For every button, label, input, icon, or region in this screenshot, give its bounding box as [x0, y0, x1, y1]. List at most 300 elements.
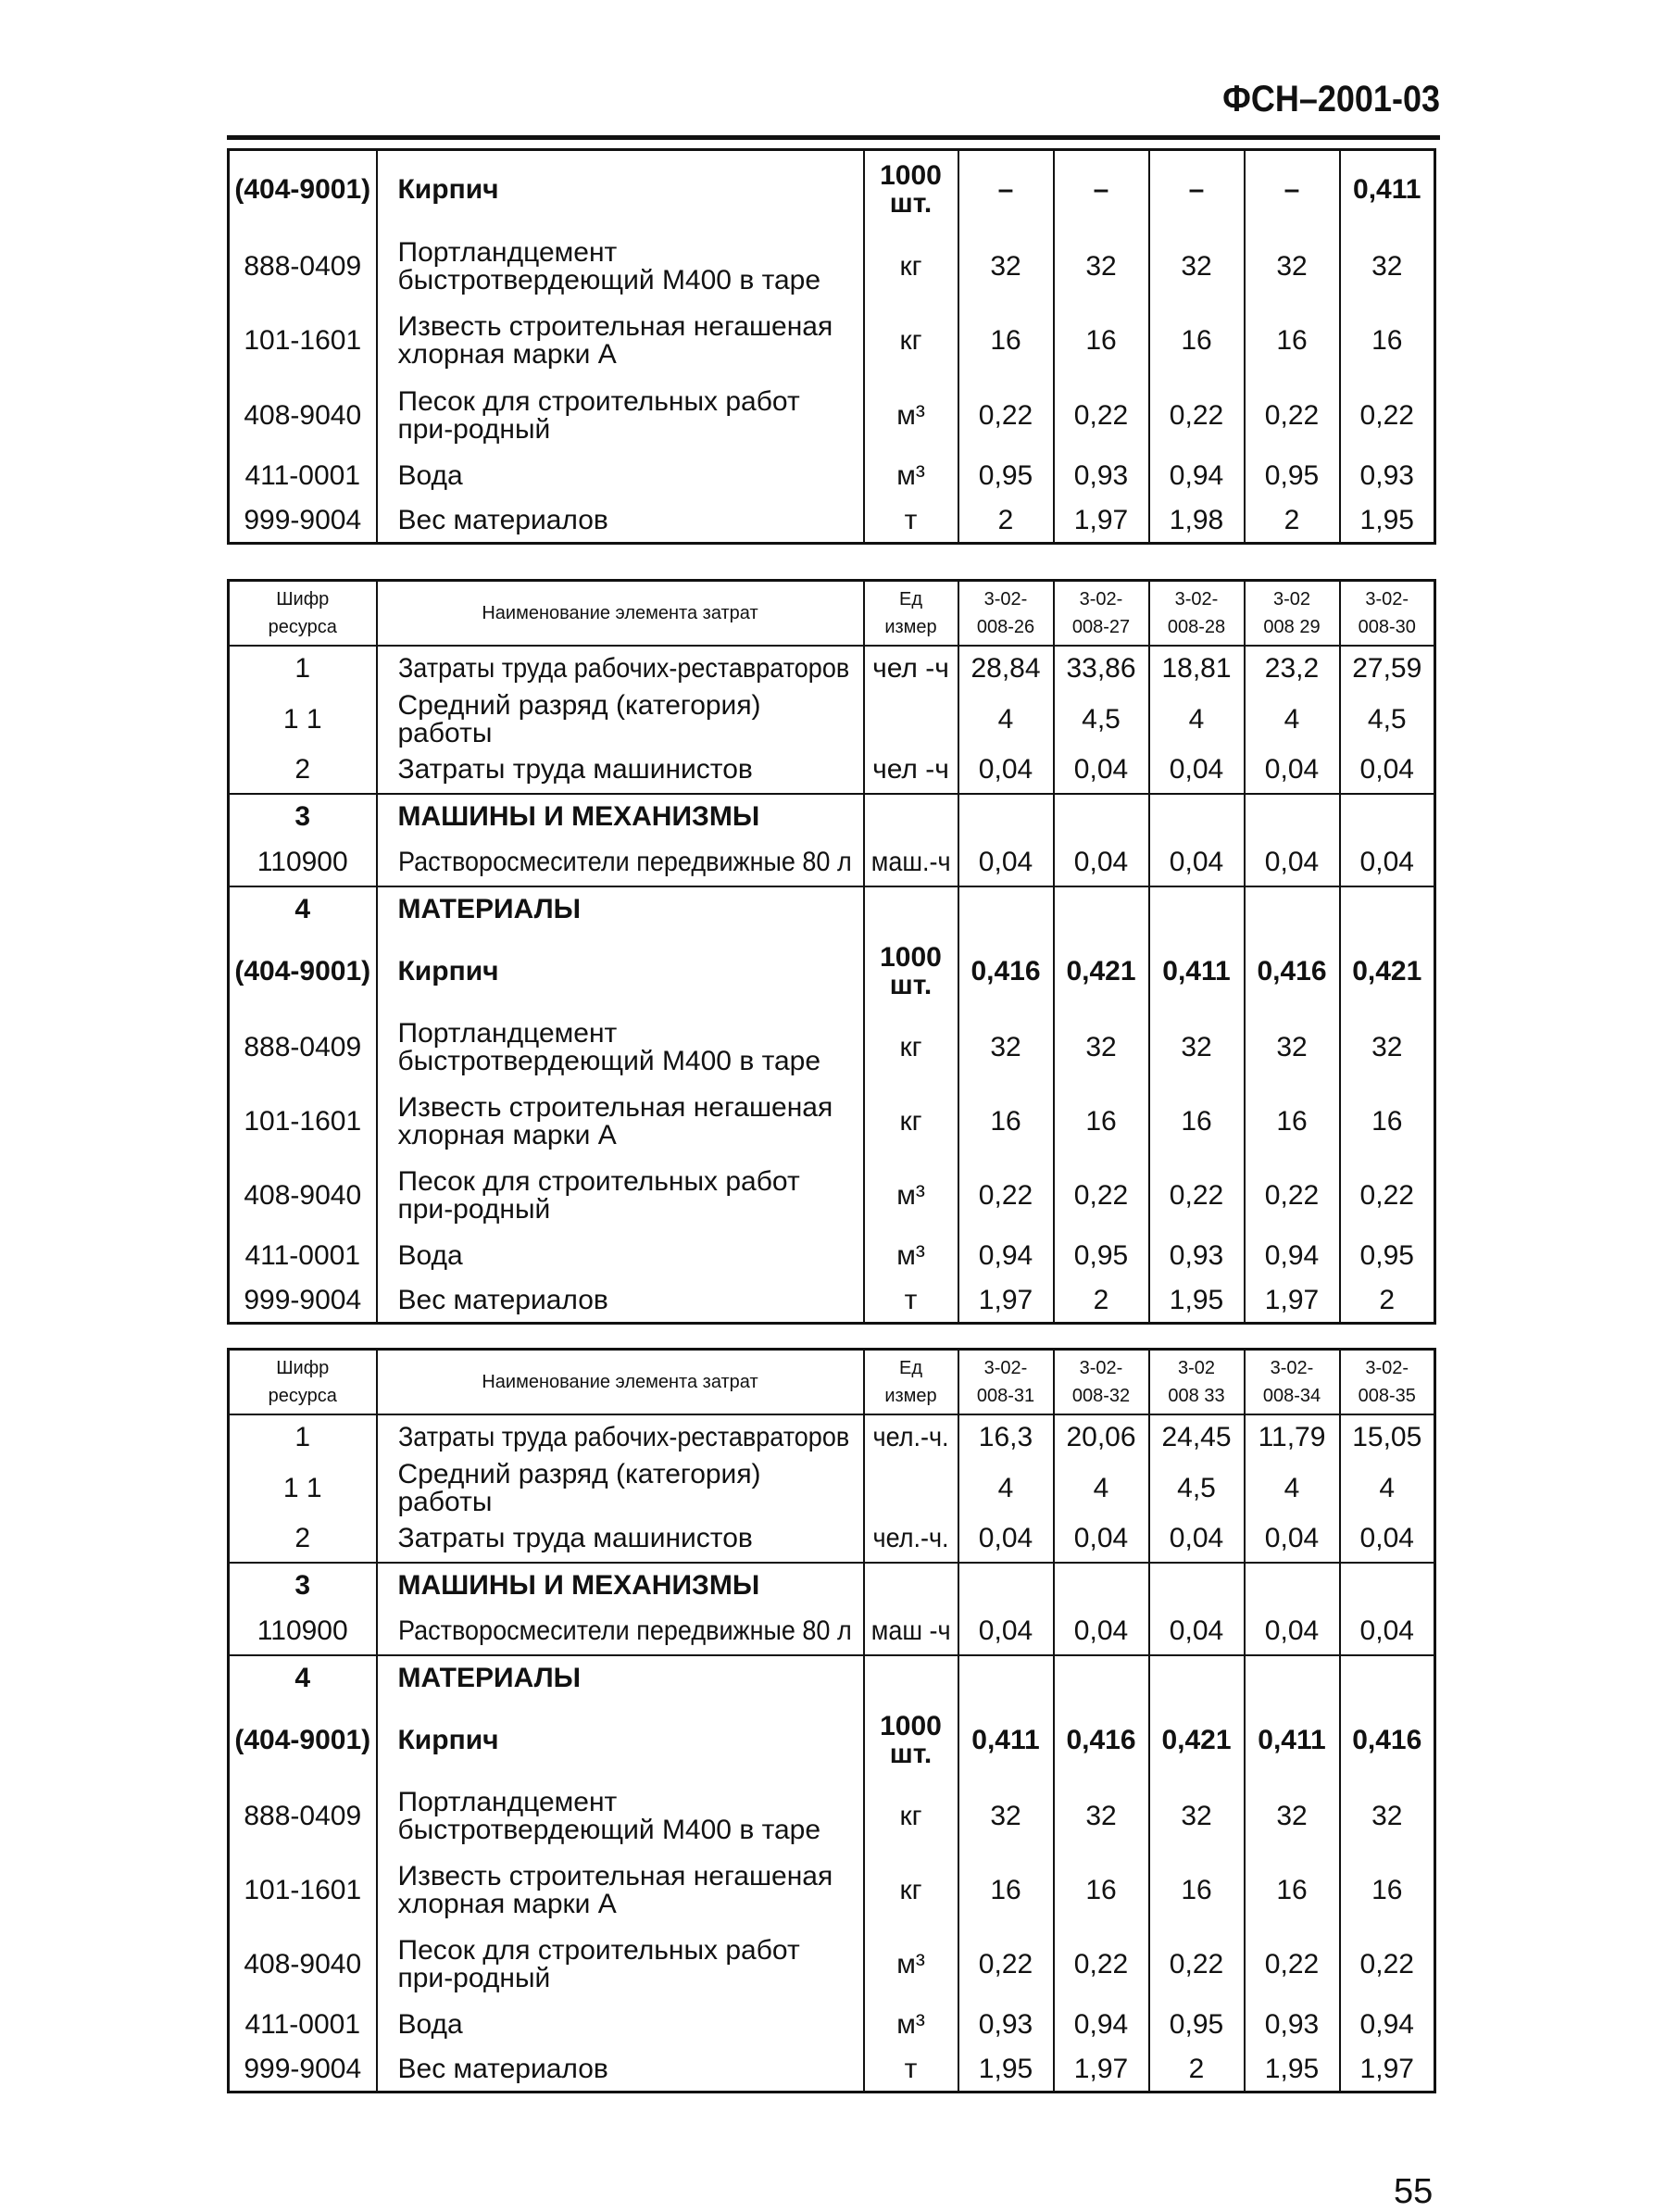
resource-unit: чел -ч — [864, 748, 958, 794]
table-row — [229, 1011, 1435, 1085]
resource-value: 0,421 — [1340, 933, 1435, 1011]
resource-code: 110900 — [229, 840, 377, 886]
resource-value: 0,94 — [1149, 453, 1245, 499]
resource-unit — [864, 840, 958, 886]
column-header-code: Шифр ресурса — [229, 1350, 377, 1414]
resource-value: 1,97 — [1054, 499, 1149, 544]
resource-name: Песок для строительных работ при-родный — [377, 379, 864, 453]
resource-value: 0,22 — [1340, 1159, 1435, 1233]
column-header-unit: Ед измер — [864, 581, 958, 646]
resource-value: 16 — [1149, 1854, 1245, 1928]
resource-value: – — [1054, 150, 1149, 230]
resource-code: 999-9004 — [229, 2048, 377, 2093]
resource-value: 32 — [958, 230, 1054, 304]
resource-value: 16 — [1054, 304, 1149, 379]
resource-unit: 1000 шт. — [864, 1702, 958, 1779]
resource-name: Портландцемент быстротвердеющий М400 в таре — [377, 1779, 864, 1854]
resource-value: 0,22 — [958, 379, 1054, 453]
resource-value: 24,45 — [1149, 1414, 1245, 1461]
resource-value: – — [1149, 150, 1245, 230]
column-header-norm-code: 3-02-008-31 — [958, 1350, 1054, 1414]
resource-code: 999-9004 — [229, 499, 377, 544]
table-row — [229, 1702, 1435, 1779]
resource-value: 0,04 — [1149, 1609, 1245, 1655]
resource-value: 0,04 — [958, 1609, 1054, 1655]
resource-value: 0,04 — [1245, 840, 1340, 886]
resource-unit: т — [864, 1279, 958, 1324]
resource-value: 4 — [1245, 692, 1340, 748]
section-row — [229, 1655, 1435, 1702]
resource-value: 32 — [1054, 1011, 1149, 1085]
resource-unit: кг — [864, 1085, 958, 1159]
resource-unit: м³ — [864, 1928, 958, 2002]
resource-table-1 — [227, 148, 1436, 545]
resource-name: Кирпич — [377, 933, 864, 1011]
resource-code: 1 1 — [229, 1461, 377, 1516]
resource-name — [377, 1609, 864, 1655]
section-row — [229, 794, 1435, 840]
section-code: 3 — [229, 1563, 377, 1609]
resource-value: 0,22 — [1149, 1159, 1245, 1233]
resource-value: 0,93 — [958, 2002, 1054, 2048]
resource-value: 0,22 — [1054, 379, 1149, 453]
section-title: МАТЕРИАЛЫ — [377, 1655, 864, 1702]
resource-value — [1340, 1655, 1435, 1702]
resource-unit-text: маш.-ч — [870, 847, 951, 877]
column-header-norm-code: 3-02 008 33 — [1149, 1350, 1245, 1414]
resource-value: 4 — [1054, 1461, 1149, 1516]
resource-value: 0,416 — [1245, 933, 1340, 1011]
resource-value: 0,04 — [1149, 748, 1245, 794]
table-row — [229, 692, 1435, 748]
resource-value — [1340, 794, 1435, 840]
resource-value: 0,22 — [1245, 1159, 1340, 1233]
resource-value: 0,93 — [1340, 453, 1435, 499]
resource-name: Затраты труда машинистов — [377, 748, 864, 794]
resource-name: Вода — [377, 2002, 864, 2048]
resource-value: 0,04 — [1340, 1516, 1435, 1563]
table-row — [229, 1928, 1435, 2002]
table-header-row — [229, 1350, 1435, 1414]
resource-code: 1 1 — [229, 692, 377, 748]
section-row — [229, 1563, 1435, 1609]
resource-value: 0,04 — [1149, 1516, 1245, 1563]
resource-unit: кг — [864, 304, 958, 379]
section-title: МАТЕРИАЛЫ — [377, 886, 864, 933]
resource-name: Песок для строительных работ при-родный — [377, 1159, 864, 1233]
table-row — [229, 1854, 1435, 1928]
resource-value: 0,04 — [1054, 1516, 1149, 1563]
page-number: 55 — [1394, 2172, 1434, 2211]
resource-name-text: Растворосмесители передвижные 80 л — [397, 847, 852, 877]
resource-value — [958, 1563, 1054, 1609]
resource-name: Кирпич — [377, 1702, 864, 1779]
resource-code: 1 — [229, 646, 377, 692]
resource-value: 16 — [958, 304, 1054, 379]
table-row — [229, 150, 1435, 230]
resource-code: 1 — [229, 1414, 377, 1461]
resource-name: Известь строительная негашеная хлорная марки А — [377, 1854, 864, 1928]
section-row — [229, 886, 1435, 933]
resource-value: 2 — [1245, 499, 1340, 544]
resource-value: 32 — [1340, 230, 1435, 304]
resource-value: 0,416 — [1054, 1702, 1149, 1779]
table-row — [229, 1779, 1435, 1854]
resource-unit: м³ — [864, 453, 958, 499]
resource-value: 0,95 — [1245, 453, 1340, 499]
resource-value: 4,5 — [1149, 1461, 1245, 1516]
resource-name: Средний разряд (категория) работы — [377, 1461, 864, 1516]
resource-value: 32 — [1245, 230, 1340, 304]
resource-code: 408-9040 — [229, 1928, 377, 2002]
resource-unit: 1000 шт. — [864, 933, 958, 1011]
resource-unit — [864, 1414, 958, 1461]
resource-value: 0,22 — [1245, 1928, 1340, 2002]
resource-code: 888-0409 — [229, 1779, 377, 1854]
column-header-norm-code: 3-02 008 29 — [1245, 581, 1340, 646]
resource-name: Вода — [377, 1233, 864, 1279]
resource-value: 16 — [958, 1854, 1054, 1928]
resource-unit — [864, 1563, 958, 1609]
resource-unit: 1000 шт. — [864, 150, 958, 230]
resource-code: 411-0001 — [229, 2002, 377, 2048]
resource-value — [1245, 794, 1340, 840]
table-row — [229, 2048, 1435, 2093]
resource-unit: кг — [864, 1011, 958, 1085]
table-row — [229, 230, 1435, 304]
section-code: 4 — [229, 1655, 377, 1702]
resource-value: 2 — [1054, 1279, 1149, 1324]
table-row — [229, 1461, 1435, 1516]
resource-name-text: Растворосмесители передвижные 80 л — [397, 1615, 852, 1646]
section-title: МАШИНЫ И МЕХАНИЗМЫ — [377, 1563, 864, 1609]
column-header-norm-code: 3-02-008-32 — [1054, 1350, 1149, 1414]
resource-unit: м³ — [864, 379, 958, 453]
resource-value: 4,5 — [1054, 692, 1149, 748]
resource-value: 0,94 — [958, 1233, 1054, 1279]
resource-value: 4 — [1245, 1461, 1340, 1516]
table-row — [229, 1233, 1435, 1279]
table-row — [229, 304, 1435, 379]
resource-name: Затраты труда машинистов — [377, 1516, 864, 1563]
resource-value: 4,5 — [1340, 692, 1435, 748]
section-code: 3 — [229, 794, 377, 840]
column-header-norm-code: 3-02-008-30 — [1340, 581, 1435, 646]
resource-unit-text: маш -ч — [870, 1615, 951, 1646]
resource-value: 0,04 — [1054, 1609, 1149, 1655]
resource-value: 15,05 — [1340, 1414, 1435, 1461]
resource-value: 2 — [1149, 2048, 1245, 2093]
resource-value: 32 — [1054, 230, 1149, 304]
resource-unit — [864, 1516, 958, 1563]
resource-name: Вес материалов — [377, 499, 864, 544]
resource-value: 0,95 — [1149, 2002, 1245, 2048]
resource-name: Портландцемент быстротвердеющий М400 в таре — [377, 230, 864, 304]
resource-value: 4 — [958, 1461, 1054, 1516]
resource-value — [1149, 1655, 1245, 1702]
resource-value: 2 — [958, 499, 1054, 544]
resource-code: (404-9001) — [229, 150, 377, 230]
resource-name: Портландцемент быстротвердеющий М400 в таре — [377, 1011, 864, 1085]
resource-value: 4 — [1149, 692, 1245, 748]
table-row — [229, 1085, 1435, 1159]
resource-value: 0,421 — [1054, 933, 1149, 1011]
resource-value: 4 — [1340, 1461, 1435, 1516]
resource-name-text: Затраты труда рабочих-реставраторов — [397, 1422, 849, 1452]
resource-value: 16 — [1245, 1854, 1340, 1928]
resource-code: 101-1601 — [229, 1854, 377, 1928]
resource-value — [1149, 794, 1245, 840]
resource-value: 0,04 — [1340, 1609, 1435, 1655]
resource-value: 16 — [958, 1085, 1054, 1159]
section-title: МАШИНЫ И МЕХАНИЗМЫ — [377, 794, 864, 840]
table-row — [229, 453, 1435, 499]
resource-value: 1,97 — [958, 1279, 1054, 1324]
resource-code: 999-9004 — [229, 1279, 377, 1324]
resource-unit: чел -ч — [864, 646, 958, 692]
resource-value: 0,411 — [958, 1702, 1054, 1779]
resource-value: 0,22 — [958, 1159, 1054, 1233]
table-row — [229, 748, 1435, 794]
resource-name: Песок для строительных работ при-родный — [377, 1928, 864, 2002]
resource-value: 32 — [1340, 1011, 1435, 1085]
resource-value: 11,79 — [1245, 1414, 1340, 1461]
resource-unit — [864, 886, 958, 933]
resource-value: 1,95 — [1149, 1279, 1245, 1324]
resource-value: 0,04 — [1245, 748, 1340, 794]
resource-value: 0,421 — [1149, 1702, 1245, 1779]
resource-name — [377, 840, 864, 886]
resource-value: 27,59 — [1340, 646, 1435, 692]
resource-code: 110900 — [229, 1609, 377, 1655]
resource-value: 32 — [1149, 1779, 1245, 1854]
resource-value: 16 — [1054, 1085, 1149, 1159]
column-header-name: Наименование элемента затрат — [377, 581, 864, 646]
table-row — [229, 1279, 1435, 1324]
resource-value — [958, 886, 1054, 933]
resource-value: 16 — [1245, 1085, 1340, 1159]
resource-code: 2 — [229, 748, 377, 794]
resource-value: 1,95 — [958, 2048, 1054, 2093]
resource-value: 0,95 — [958, 453, 1054, 499]
table-row — [229, 2002, 1435, 2048]
resource-value: 0,416 — [1340, 1702, 1435, 1779]
column-header-unit: Ед измер — [864, 1350, 958, 1414]
resource-value: 20,06 — [1054, 1414, 1149, 1461]
resource-unit: м³ — [864, 2002, 958, 2048]
resource-value: 32 — [958, 1011, 1054, 1085]
resource-value: 0,416 — [958, 933, 1054, 1011]
resource-value — [958, 794, 1054, 840]
resource-code: 408-9040 — [229, 1159, 377, 1233]
resource-value: 0,22 — [1149, 1928, 1245, 2002]
header-rule — [227, 135, 1440, 140]
resource-value: 1,97 — [1245, 1279, 1340, 1324]
resource-value: 33,86 — [1054, 646, 1149, 692]
resource-value: 0,411 — [1245, 1702, 1340, 1779]
resource-value: 1,97 — [1054, 2048, 1149, 2093]
resource-value: 16 — [1340, 304, 1435, 379]
resource-value: 0,93 — [1054, 453, 1149, 499]
resource-value: 32 — [1054, 1779, 1149, 1854]
resource-value: 0,95 — [1340, 1233, 1435, 1279]
resource-value: 0,22 — [1245, 379, 1340, 453]
resource-name: Известь строительная негашеная хлорная марки А — [377, 304, 864, 379]
resource-value: 0,22 — [1149, 379, 1245, 453]
table-row — [229, 1516, 1435, 1563]
resource-value: 32 — [1245, 1779, 1340, 1854]
section-code: 4 — [229, 886, 377, 933]
resource-value: 32 — [1149, 230, 1245, 304]
resource-value — [1054, 794, 1149, 840]
resource-value: 0,22 — [1340, 379, 1435, 453]
resource-code: 888-0409 — [229, 1011, 377, 1085]
resource-value — [1245, 1563, 1340, 1609]
resource-name: Средний разряд (категория) работы — [377, 692, 864, 748]
resource-value — [1149, 1563, 1245, 1609]
table-row — [229, 1609, 1435, 1655]
resource-code: 888-0409 — [229, 230, 377, 304]
column-header-norm-code: 3-02-008-35 — [1340, 1350, 1435, 1414]
resource-value: 0,94 — [1340, 2002, 1435, 2048]
table-row — [229, 379, 1435, 453]
resource-value: 16 — [1340, 1085, 1435, 1159]
resource-name: Известь строительная негашеная хлорная марки А — [377, 1085, 864, 1159]
resource-value: 0,22 — [1054, 1928, 1149, 2002]
resource-name-text: Затраты труда рабочих-реставраторов — [397, 653, 849, 684]
resource-name: Вес материалов — [377, 2048, 864, 2093]
resource-value: 16,3 — [958, 1414, 1054, 1461]
resource-value: 16 — [1245, 304, 1340, 379]
resource-value: 0,04 — [1149, 840, 1245, 886]
resource-value: 0,04 — [1340, 840, 1435, 886]
resource-value: 0,94 — [1054, 2002, 1149, 2048]
resource-value — [1054, 886, 1149, 933]
resource-code: (404-9001) — [229, 1702, 377, 1779]
resource-value: 0,93 — [1245, 2002, 1340, 2048]
resource-value: 0,04 — [1054, 748, 1149, 794]
resource-value: 0,411 — [1149, 933, 1245, 1011]
column-header-norm-code: 3-02-008-28 — [1149, 581, 1245, 646]
resource-value: 16 — [1054, 1854, 1149, 1928]
resource-value: 0,04 — [958, 840, 1054, 886]
resource-value: 1,95 — [1245, 2048, 1340, 2093]
resource-value — [958, 1655, 1054, 1702]
resource-value: 18,81 — [1149, 646, 1245, 692]
resource-value — [1340, 1563, 1435, 1609]
resource-value: 0,04 — [1054, 840, 1149, 886]
resource-value: 32 — [1340, 1779, 1435, 1854]
resource-value: 1,95 — [1340, 499, 1435, 544]
page-header-code: ФСН–2001-03 — [1222, 79, 1440, 119]
resource-name — [377, 1414, 864, 1461]
resource-value: 0,411 — [1340, 150, 1435, 230]
resource-table-2 — [227, 579, 1436, 1325]
resource-value: – — [958, 150, 1054, 230]
resource-code: (404-9001) — [229, 933, 377, 1011]
resource-value: 32 — [958, 1779, 1054, 1854]
resource-value: 1,97 — [1340, 2048, 1435, 2093]
table-row — [229, 1159, 1435, 1233]
resource-unit: кг — [864, 230, 958, 304]
resource-value: 16 — [1149, 1085, 1245, 1159]
resource-code: 101-1601 — [229, 304, 377, 379]
resource-unit: т — [864, 499, 958, 544]
resource-value: 0,94 — [1245, 1233, 1340, 1279]
resource-value — [1340, 886, 1435, 933]
column-header-code: Шифр ресурса — [229, 581, 377, 646]
resource-unit-text: чел.-ч. — [872, 1422, 949, 1452]
resource-value: 0,22 — [1340, 1928, 1435, 2002]
resource-value — [1245, 886, 1340, 933]
resource-unit: м³ — [864, 1159, 958, 1233]
resource-unit: м³ — [864, 1233, 958, 1279]
resource-name — [377, 646, 864, 692]
table-row — [229, 1414, 1435, 1461]
resource-value: 32 — [1245, 1011, 1340, 1085]
table-header-row — [229, 581, 1435, 646]
resource-unit: т — [864, 2048, 958, 2093]
table-row — [229, 840, 1435, 886]
resource-value: 0,04 — [1245, 1609, 1340, 1655]
resource-unit — [864, 794, 958, 840]
resource-name: Вес материалов — [377, 1279, 864, 1324]
resource-value: 32 — [1149, 1011, 1245, 1085]
resource-name: Кирпич — [377, 150, 864, 230]
resource-value: 4 — [958, 692, 1054, 748]
column-header-norm-code: 3-02-008-26 — [958, 581, 1054, 646]
column-header-norm-code: 3-02-008-27 — [1054, 581, 1149, 646]
resource-unit — [864, 1609, 958, 1655]
resource-code: 101-1601 — [229, 1085, 377, 1159]
resource-unit — [864, 1461, 958, 1516]
table-row — [229, 499, 1435, 544]
table-row — [229, 646, 1435, 692]
resource-code: 411-0001 — [229, 1233, 377, 1279]
resource-value — [1149, 886, 1245, 933]
resource-value: 0,04 — [1340, 748, 1435, 794]
resource-table-3 — [227, 1348, 1436, 2093]
resource-value — [1054, 1655, 1149, 1702]
resource-value: 16 — [1340, 1854, 1435, 1928]
resource-value: 1,98 — [1149, 499, 1245, 544]
resource-value: 0,22 — [958, 1928, 1054, 2002]
resource-value: – — [1245, 150, 1340, 230]
resource-code: 411-0001 — [229, 453, 377, 499]
resource-code: 408-9040 — [229, 379, 377, 453]
resource-value — [1245, 1655, 1340, 1702]
resource-value: 23,2 — [1245, 646, 1340, 692]
resource-value: 28,84 — [958, 646, 1054, 692]
resource-unit: кг — [864, 1779, 958, 1854]
resource-unit-text: чел.-ч. — [872, 1523, 949, 1553]
resource-name: Вода — [377, 453, 864, 499]
resource-value: 16 — [1149, 304, 1245, 379]
table-row — [229, 933, 1435, 1011]
resource-value: 0,95 — [1054, 1233, 1149, 1279]
resource-value: 0,04 — [958, 748, 1054, 794]
resource-value: 0,22 — [1054, 1159, 1149, 1233]
resource-unit — [864, 1655, 958, 1702]
column-header-norm-code: 3-02-008-34 — [1245, 1350, 1340, 1414]
resource-value: 2 — [1340, 1279, 1435, 1324]
resource-unit — [864, 692, 958, 748]
resource-value — [1054, 1563, 1149, 1609]
resource-value: 0,04 — [958, 1516, 1054, 1563]
resource-value: 0,93 — [1149, 1233, 1245, 1279]
resource-unit: кг — [864, 1854, 958, 1928]
resource-code: 2 — [229, 1516, 377, 1563]
